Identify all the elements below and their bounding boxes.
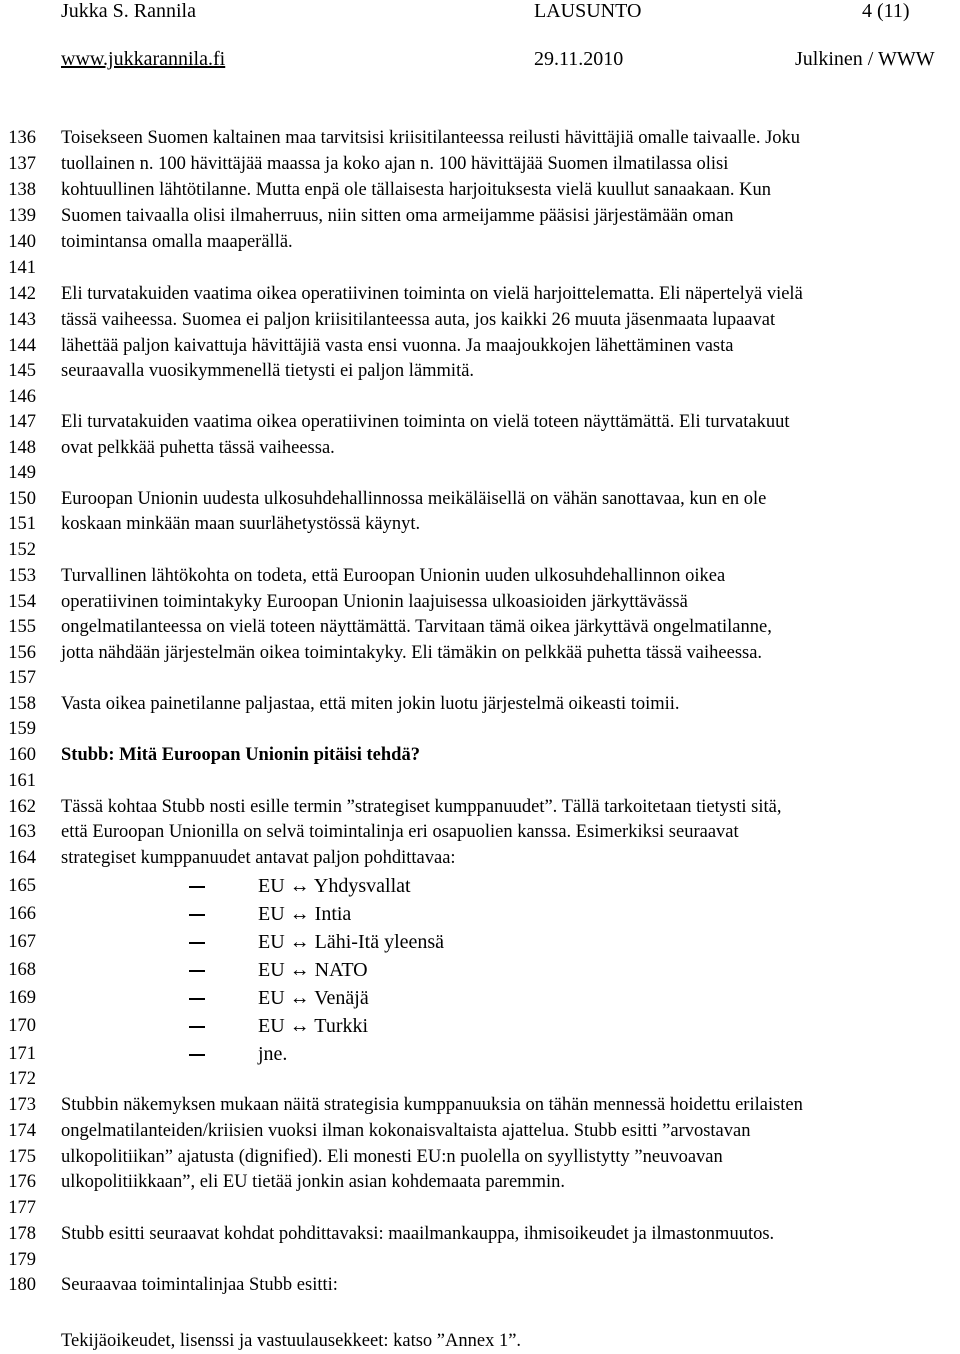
dash-bullet — [189, 1026, 205, 1028]
line-number: 160 — [8, 745, 36, 765]
line-number: 155 — [8, 617, 36, 637]
list-item: EU ↔ Intia — [258, 903, 352, 925]
line-number: 164 — [8, 848, 36, 868]
list-item: EU ↔ Turkki — [258, 1015, 369, 1037]
line-number: 157 — [8, 668, 36, 688]
line-number: 143 — [8, 310, 36, 330]
line-number: 159 — [8, 719, 36, 739]
body-text-line: strategiset kumppanuudet antavat paljon pohdittavaa: — [61, 848, 456, 868]
line-number: 156 — [8, 643, 36, 663]
list-item: EU ↔ Yhdysvallat — [258, 875, 411, 897]
line-number: 176 — [8, 1172, 36, 1192]
line-number: 144 — [8, 336, 36, 356]
line-number: 170 — [8, 1016, 36, 1036]
line-number: 173 — [8, 1095, 36, 1115]
line-number: 163 — [8, 822, 36, 842]
header-author: Jukka S. Rannila — [61, 0, 196, 22]
page-footer: Tekijäoikeudet, lisenssi ja vastuulausekkeet: katso ”Annex 1”. — [61, 1331, 522, 1351]
body-text-line: Stubb esitti seuraavat kohdat pohdittavaksi: maailmankauppa, ihmisoikeudet ja ilmastonmuutos. — [61, 1224, 775, 1244]
body-text-line: ulkopolitiikan” ajatusta (dignified). Eli monesti EU:n puolella on syyllistytty ”neuvoavan — [61, 1147, 723, 1167]
line-number: 154 — [8, 592, 36, 612]
line-number: 167 — [8, 932, 36, 952]
line-number: 149 — [8, 463, 36, 483]
line-number: 169 — [8, 988, 36, 1008]
line-number: 148 — [8, 438, 36, 458]
body-text-line: Vasta oikea painetilanne paljastaa, että miten jokin luotu järjestelmä oikeasti toimii. — [61, 694, 680, 714]
line-number: 162 — [8, 797, 36, 817]
line-number: 142 — [8, 284, 36, 304]
body-text-line: Eli turvatakuiden vaatima oikea operatiivinen toiminta on vielä harjoittelematta. Eli näpertelyä vielä — [61, 284, 803, 304]
header-page-number: 4 (11) — [862, 0, 910, 22]
body-text-line: että Euroopan Unionilla on selvä toimintalinja eri osapuolien kanssa. Esimerkiksi seuraavat — [61, 822, 739, 842]
line-number: 179 — [8, 1250, 36, 1270]
header-date: 29.11.2010 — [534, 48, 624, 70]
dash-bullet — [189, 886, 205, 888]
dash-bullet — [189, 998, 205, 1000]
list-item: EU ↔ NATO — [258, 959, 368, 981]
line-number: 136 — [8, 128, 36, 148]
body-text-line: Euroopan Unionin uudesta ulkosuhdehallinnossa meikäläisellä on vähän sanottavaa, kun en ole — [61, 489, 767, 509]
line-number: 177 — [8, 1198, 36, 1218]
body-text-line: Toisekseen Suomen kaltainen maa tarvitsisi kriisitilanteessa reilusti hävittäjiä omalle taivaalle. Joku — [61, 128, 801, 148]
body-text-line: toimintansa omalla maaperällä. — [61, 232, 293, 252]
line-number: 153 — [8, 566, 36, 586]
line-number: 152 — [8, 540, 36, 560]
line-number: 166 — [8, 904, 36, 924]
line-number: 138 — [8, 180, 36, 200]
line-number: 175 — [8, 1147, 36, 1167]
header-visibility: Julkinen / WWW — [795, 48, 935, 70]
line-number: 139 — [8, 206, 36, 226]
list-item: jne. — [258, 1043, 288, 1065]
line-number: 145 — [8, 361, 36, 381]
body-text-line: Turvallinen lähtökohta on todeta, että Euroopan Unionin uuden ulkosuhdehallinnon oikea — [61, 566, 726, 586]
header-website-link[interactable]: www.jukkarannila.fi — [61, 48, 226, 70]
line-number: 174 — [8, 1121, 36, 1141]
line-number: 178 — [8, 1224, 36, 1244]
dash-bullet — [189, 942, 205, 944]
body-text-line: jotta nähdään järjestelmän oikea toimintakyky. Eli tämäkin on pelkkää puhetta tässä vaiheessa. — [61, 643, 763, 663]
line-number: 180 — [8, 1275, 36, 1295]
line-number: 171 — [8, 1044, 36, 1064]
line-number: 158 — [8, 694, 36, 714]
line-number: 151 — [8, 514, 36, 534]
line-number: 147 — [8, 412, 36, 432]
line-number: 137 — [8, 154, 36, 174]
line-number: 165 — [8, 876, 36, 896]
section-heading: Stubb: Mitä Euroopan Unionin pitäisi tehdä? — [61, 745, 420, 765]
header-doc-type: LAUSUNTO — [534, 0, 642, 22]
body-text-line: Eli turvatakuiden vaatima oikea operatiivinen toiminta on vielä toteen näyttämättä. Eli turvatakuut — [61, 412, 790, 432]
dash-bullet — [189, 1054, 205, 1056]
body-text-line: Tässä kohtaa Stubb nosti esille termin ”strategiset kumppanuudet”. Tällä tarkoitetaan tietysti sitä, — [61, 797, 782, 817]
line-number: 161 — [8, 771, 36, 791]
body-text-line: kohtuullinen lähtötilanne. Mutta enpä ole tällaisesta harjoituksesta vielä kuullut sanaakaan. Kun — [61, 180, 772, 200]
dash-bullet — [189, 914, 205, 916]
line-number: 146 — [8, 387, 36, 407]
body-text-line: ongelmatilanteessa on vielä toteen näyttämättä. Tarvitaan tämä oikea järkyttävä ongelmatilanne, — [61, 617, 772, 637]
body-text-line: tässä vaiheessa. Suomea ei paljon kriisitilanteessa auta, jos kaikki 26 muuta jäsenmaata lupaavat — [61, 310, 776, 330]
body-text-line: Stubbin näkemyksen mukaan näitä strategisia kumppanuuksia on tähän mennessä hoidettu erilaisten — [61, 1095, 803, 1115]
body-text-line: tuollainen n. 100 hävittäjää maassa ja koko ajan n. 100 hävittäjää Suomen ilmatilassa olisi — [61, 154, 729, 174]
body-text-line: operatiivinen toimintakyky Euroopan Unionin laajuisessa ulkoasioiden järkyttävässä — [61, 592, 688, 612]
line-number: 140 — [8, 232, 36, 252]
line-number: 150 — [8, 489, 36, 509]
list-item: EU ↔ Venäjä — [258, 987, 369, 1009]
body-text-line: Suomen taivaalla olisi ilmaherruus, niin sitten oma armeijamme pääsisi järjestämään oman — [61, 206, 734, 226]
body-text-line: seuraavalla vuosikymmenellä tietysti ei paljon lämmitä. — [61, 361, 475, 381]
body-text-line: ulkopolitiikkaan”, eli EU tietää jonkin asian kohdemaata paremmin. — [61, 1172, 565, 1192]
line-number: 168 — [8, 960, 36, 980]
body-text-line: ovat pelkkää puhetta tässä vaiheessa. — [61, 438, 335, 458]
list-item: EU ↔ Lähi-Itä yleensä — [258, 931, 445, 953]
body-text-line: lähettää paljon kaivattuja hävittäjiä vasta ensi vuonna. Ja maajoukkojen lähettäminen vasta — [61, 336, 734, 356]
dash-bullet — [189, 970, 205, 972]
body-text-line: Seuraavaa toimintalinjaa Stubb esitti: — [61, 1275, 338, 1295]
line-number: 172 — [8, 1069, 36, 1089]
line-number: 141 — [8, 258, 36, 278]
body-text-line: koskaan minkään maan suurlähetystössä käynyt. — [61, 514, 421, 534]
body-text-line: ongelmatilanteiden/kriisien vuoksi ilman kokonaisvaltaista ajattelua. Stubb esitti ”arvostavan — [61, 1121, 751, 1141]
